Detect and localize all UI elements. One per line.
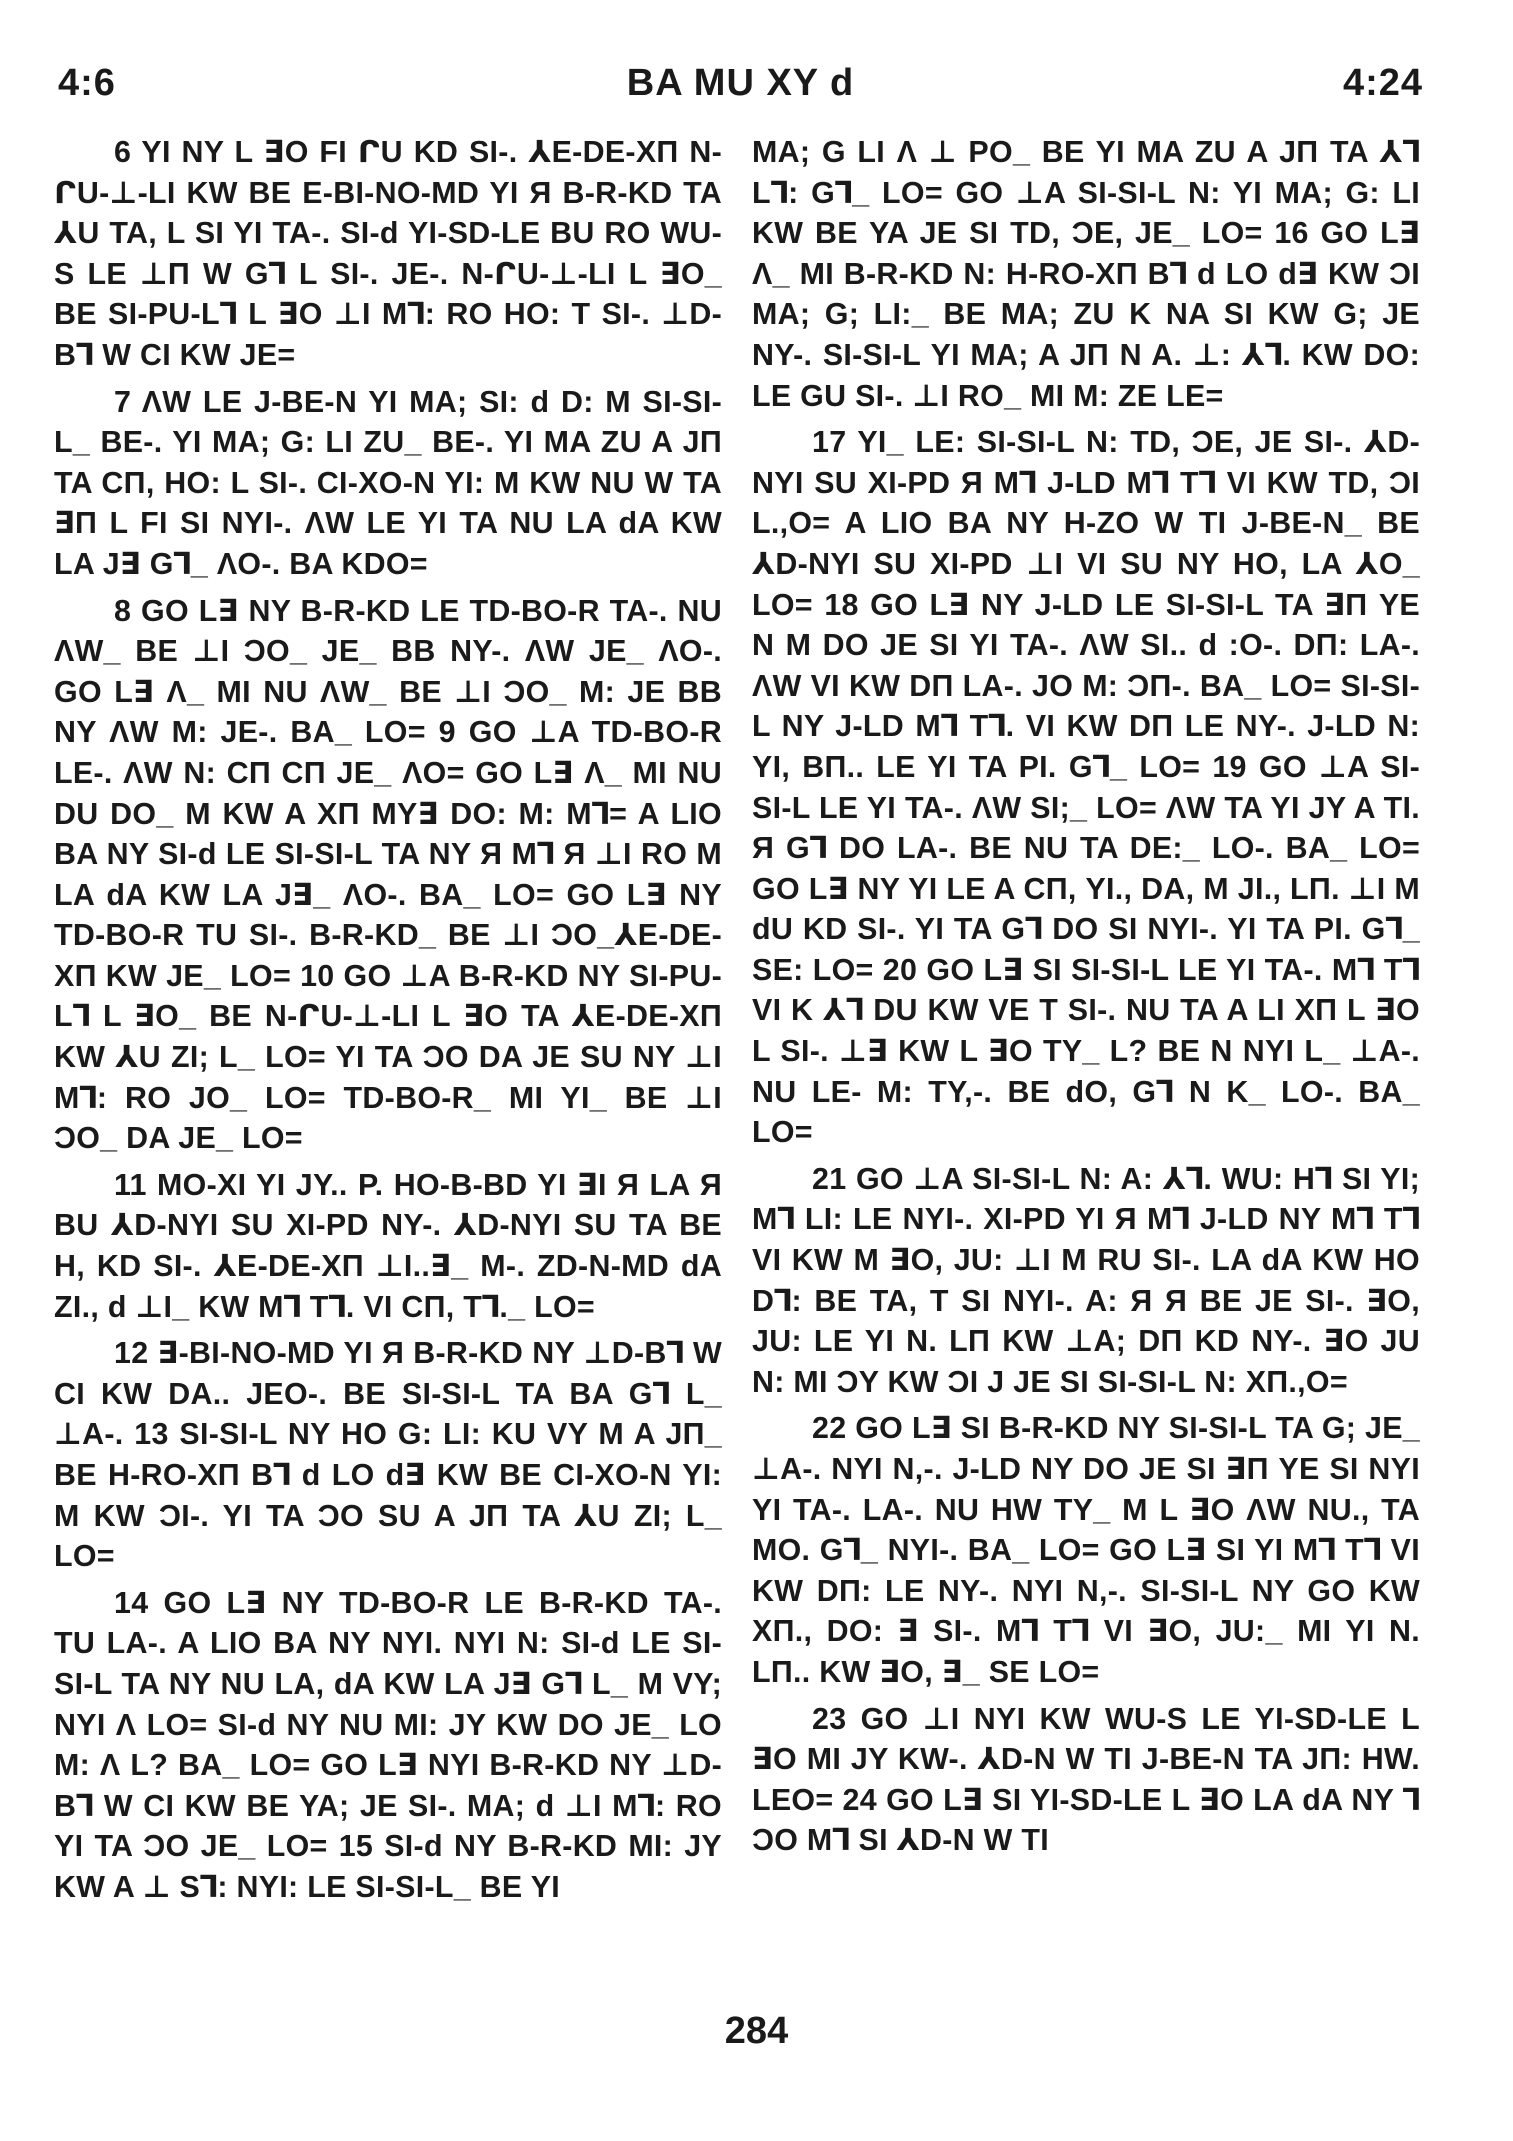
running-header xyxy=(58,62,1423,112)
verse-paragraph-continued: MA; G LI Λ ⊥ PO_ BE YI MA ZU A JП TA ⅄⅂ L⅂: G⅂_ LO= GO ⊥A SI-SI-L N: YI MA; G: LI KW BE YA JE SI TD, ƆE, JE_ LO= 16 GO L∃ Λ_ MI B-R-KD N: H-RO-XП B⅂ d LO d∃ KW ƆI MA; G; LI:_ BE MA; ZU K NA SI KW G; JE NY-. SI-SI-L YI MA; A JП N A. ⊥: ⅄⅂. KW DO: LE GU SI-. ⊥I RO_ MI M: ZE LE= xyxy=(752,135,1420,413)
verse-paragraph: 23 GO ⊥I NYI KW WU-S LE YI-SD-LE L ∃O MI JY KW-. ⅄D-N W TI J-BE-N TA JП: HW. LEO= 24 GO L∃ SI YI-SD-LE L ∃O LA dA NY ⅂ ƆO M⅂ SI ⅄D-N W TI xyxy=(752,1701,1420,1858)
verse-paragraph: 6 YI NY L ∃O FI ᒋU KD SI-. ⅄E-DE-XП N-ᒋU-⊥-LI KW BE E-BI-NO-MD YI Я B-R-KD TA ⅄U TA, L SI YI TA-. SI-d YI-SD-LE BU RO WU-S LE ⊥П W G⅂ L SI-. JE-. N-ᒋU-⊥-LI L ∃O_ BE SI-PU-L⅂ L ∃O ⊥I M⅂: RO HO: T SI-. ⊥D-B⅂ W CI KW JE= xyxy=(54,135,722,372)
verse-paragraph: 22 GO L∃ SI B-R-KD NY SI-SI-L TA G; JE_ ⊥A-. NYI N,-. J-LD NY DO JE SI ∃П YE SI NYI YI TA-. LA-. NU HW TY_ M L ∃O ΛW NU., TA MO. G⅂_ NYI-. BA_ LO= GO L∃ SI YI M⅂ T⅂ VI KW DП: LE NY-. NYI N,-. SI-SI-L NY GO KW XП., DO: ∃ SI-. M⅂ T⅂ VI ∃O, JU:_ MI YI N. LП.. KW ∃O, ∃_ SE LO= xyxy=(752,1411,1420,1689)
header-left-reference: 4:6 xyxy=(58,62,116,104)
verse-paragraph: 21 GO ⊥A SI-SI-L N: A: ⅄⅂. WU: H⅂ SI YI; M⅂ LI: LE NYI-. XI-PD YI Я M⅂ J-LD NY M⅂ T⅂ VI KW M ∃O, JU: ⊥I M RU SI-. LA dA KW HO D⅂: BE TA, T SI NYI-. A: Я Я BE JE SI-. ∃O, JU: LE YI N. LП KW ⊥A; DП KD NY-. ∃O JU N: MI ƆY KW ƆI J JE SI SI-SI-L N: XП.,O= xyxy=(752,1161,1420,1399)
verse-paragraph: 7 ΛW LE J-BE-N YI MA; SI: d D: M SI-SI-L_ BE-. YI MA; G: LI ZU_ BE-. YI MA ZU A JП TA CП, HO: L SI-. CI-XO-N YI: M KW NU W TA ∃П L FI SI NYI-. ΛW LE YI TA NU LA dA KW LA J∃ G⅂_ ΛO-. BA KDO= xyxy=(54,384,722,581)
page-number: 284 xyxy=(724,2010,789,2052)
right-column xyxy=(752,132,1420,1992)
verse-paragraph: 12 ∃-BI-NO-MD YI Я B-R-KD NY ⊥D-B⅂ W CI KW DA.. JEO-. BE SI-SI-L TA BA G⅂ L_ ⊥A-. 13 SI-SI-L NY HO G: LI: KU VY M A JП_ BE H-RO-XП B⅂ d LO d∃ KW BE CI-XO-N YI: M KW ƆI-. YI TA ƆO SU A JП TA ⅄U ZI; L_ LO= xyxy=(54,1336,722,1574)
verse-paragraph: 17 YI_ LE: SI-SI-L N: TD, ƆE, JE SI-. ⅄D-NYI SU XI-PD Я M⅂ J-LD M⅂ T⅂ VI KW TD, ƆI L.,O= A LIO BA NY H-ZO W TI J-BE-N_ BE ⅄D-NYI SU XI-PD ⊥I VI SU NY HO, LA ⅄O_ LO= 18 GO L∃ NY J-LD LE SI-SI-L TA ∃П YE N M DO JE SI YI TA-. ΛW SI.. d :O-. DП: LA-. ΛW VI KW DП LA-. JO M: ƆП-. BA_ LO= SI-SI-L NY J-LD M⅂ T⅂. VI KW DП LE NY-. J-LD N: YI, BП.. LE YI TA PI. G⅂_ LO= 19 GO ⊥A SI-SI-L LE YI TA-. ΛW SI;_ LO= ΛW TA YI JY A TI. Я G⅂ DO LA-. BE NU TA DE:_ LO-. BA_ LO= GO L∃ NY YI LE A CП, YI., DA, M JI., LП. ⊥I M dU KD SI-. YI TA G⅂ DO SI NYI-. YI TA PI. G⅂_ SE: LO= 20 GO L∃ SI SI-SI-L LE YI TA-. M⅂ T⅂ VI K ⅄⅂ DU KW VE T SI-. NU TA A LI XП L ∃O L SI-. ⊥∃ KW L ∃O TY_ L? BE N NYI L_ ⊥A-. NU LE- M: TY,-. BE dO, G⅂ N K_ LO-. BA_ LO= xyxy=(752,425,1420,1150)
verse-paragraph: 11 MO-XI YI JY.. P. HO-B-BD YI ∃I Я LA Я BU ⅄D-NYI SU XI-PD NY-. ⅄D-NYI SU TA BE H, KD SI-. ⅄E-DE-XП ⊥I..∃_ M-. ZD-N-MD dA ZI., d ⊥I_ KW M⅂ T⅂. VI CП, T⅂._ LO= xyxy=(54,1167,722,1324)
header-right-reference: 4:24 xyxy=(1342,62,1423,104)
left-column xyxy=(54,132,722,1992)
header-book-title: BA MU XY d xyxy=(626,62,855,104)
verse-paragraph: 8 GO L∃ NY B-R-KD LE TD-BO-R TA-. NU ΛW_ BE ⊥I ƆO_ JE_ BB NY-. ΛW JE_ ΛO-. GO L∃ Λ_ MI NU ΛW_ BE ⊥I ƆO_ M: JE BB NY ΛW M: JE-. BA_ LO= 9 GO ⊥A TD-BO-R LE-. ΛW N: CП CП JE_ ΛO= GO L∃ Λ_ MI NU DU DO_ M KW A XП MY∃ DO: M: M⅂= A LIO BA NY SI-d LE SI-SI-L TA NY Я M⅂ Я ⊥I RO M LA dA KW LA J∃_ ΛO-. BA_ LO= GO L∃ NY TD-BO-R TU SI-. B-R-KD_ BE ⊥I ƆO_⅄E-DE-XП KW JE_ LO= 10 GO ⊥A B-R-KD NY SI-PU-L⅂ L ∃O_ BE N-ᒋU-⊥-LI L ∃O TA ⅄E-DE-XП KW ⅄U ZI; L_ LO= YI TA ƆO DA JE SU NY ⊥I M⅂: RO JO_ LO= TD-BO-R_ MI YI_ BE ⊥I ƆO_ DA JE_ LO= xyxy=(54,593,722,1156)
verse-paragraph: 14 GO L∃ NY TD-BO-R LE B-R-KD TA-. TU LA-. A LIO BA NY NYI. NYI N: SI-d LE SI-SI-L TA NY NU LA, dA KW LA J∃ G⅂ L_ M VY; NYI Λ LO= SI-d NY NU MI: JY KW DO JE_ LO M: Λ L? BA_ LO= GO L∃ NYI B-R-KD NY ⊥D-B⅂ W CI KW BE YA; JE SI-. MA; d ⊥I M⅂: RO YI TA ƆO JE_ LO= 15 SI-d NY B-R-KD MI: JY KW A ⊥ S⅂: NYI: LE SI-SI-L_ BE YI xyxy=(54,1585,722,1904)
